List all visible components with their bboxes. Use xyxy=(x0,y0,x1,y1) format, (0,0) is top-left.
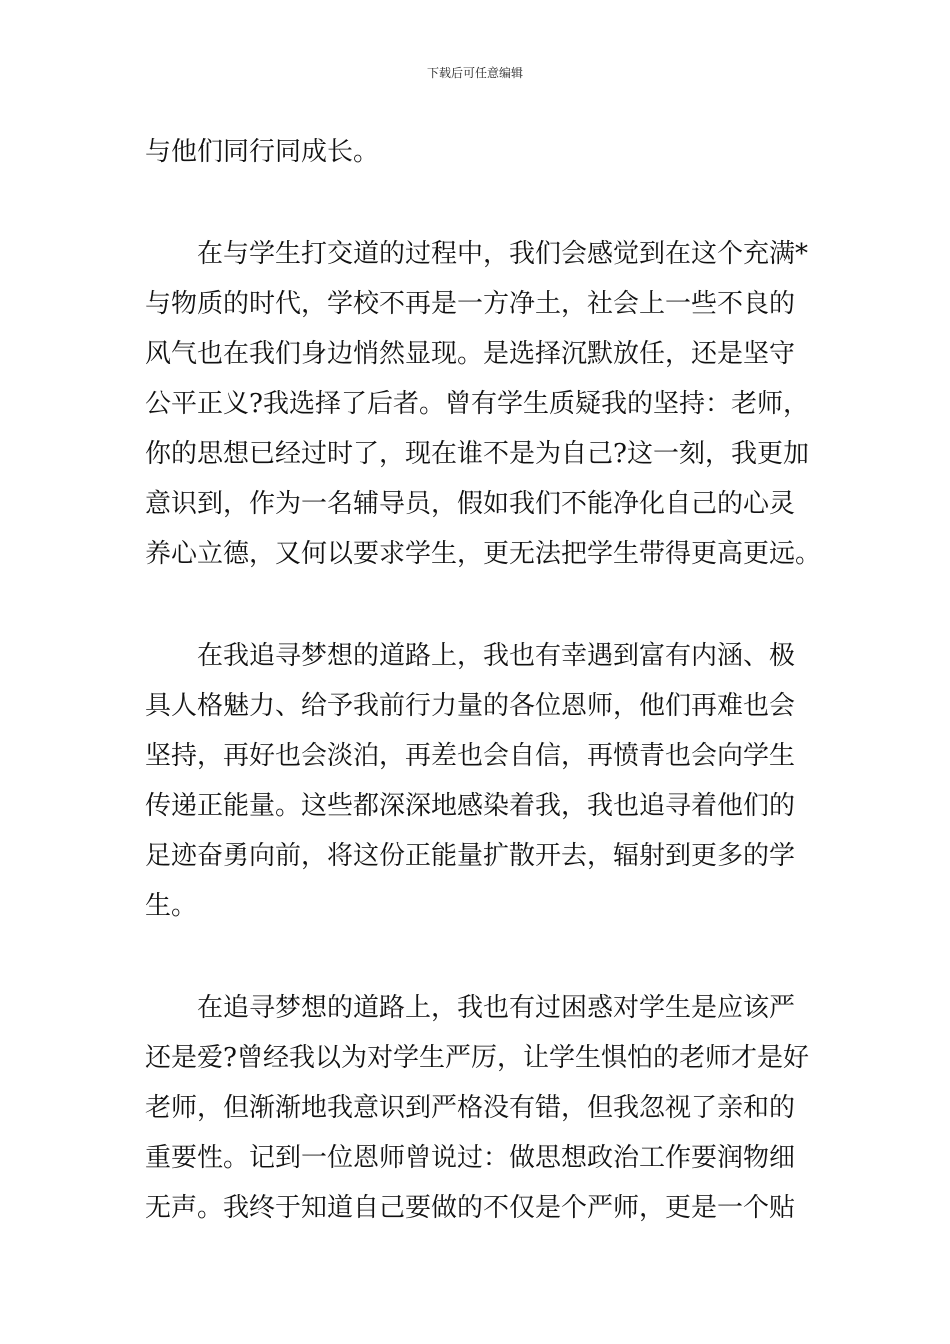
paragraph-gap xyxy=(145,177,810,229)
paragraph xyxy=(145,127,810,177)
page-header: 下载后可任意编辑 xyxy=(426,66,523,80)
text-line: 意识到，作为一名辅导员，假如我们不能净化自己的心灵 xyxy=(145,489,796,519)
paragraph xyxy=(145,631,810,931)
text-line: 与他们同行同成长。 xyxy=(145,137,380,167)
document-body xyxy=(145,127,822,1233)
text-line: 在我追寻梦想的道路上，我也有幸遇到富有内涵、极 xyxy=(197,641,796,671)
text-line: 公平正义?我选择了后者。曾有学生质疑我的坚持：老师， xyxy=(145,389,809,419)
text-line: 足迹奋勇向前，将这份正能量扩散开去，辐射到更多的学 xyxy=(145,841,796,871)
text-line: 你的思想已经过时了，现在谁不是为自己?这一刻，我更加 xyxy=(145,439,809,469)
text-line: 无声。我终于知道自己要做的不仅是个严师，更是一个贴 xyxy=(145,1193,796,1223)
text-line: 传递正能量。这些都深深地感染着我，我也追寻着他们的 xyxy=(145,791,796,821)
text-line: 还是爱?曾经我以为对学生严厉，让学生惧怕的老师才是好 xyxy=(145,1043,809,1073)
paragraph-gap xyxy=(145,931,810,983)
text-line: 生。 xyxy=(145,891,198,921)
text-line: 风气也在我们身边悄然显现。是选择沉默放任，还是坚守 xyxy=(145,339,796,369)
text-line: 重要性。记到一位恩师曾说过：做思想政治工作要润物细 xyxy=(145,1143,796,1173)
text-line: 老师，但渐渐地我意识到严格没有错，但我忽视了亲和的 xyxy=(145,1093,796,1123)
paragraph xyxy=(145,983,810,1233)
text-line: 在与学生打交道的过程中，我们会感觉到在这个充满* xyxy=(197,239,809,269)
text-line: 养心立德，又何以要求学生，更无法把学生带得更高更远。 xyxy=(145,539,822,569)
text-line: 在追寻梦想的道路上，我也有过困惑对学生是应该严 xyxy=(197,993,796,1023)
text-line: 坚持，再好也会淡泊，再差也会自信，再愤青也会向学生 xyxy=(145,741,796,771)
paragraph-gap xyxy=(145,579,810,631)
text-line: 与物质的时代，学校不再是一方净土，社会上一些不良的 xyxy=(145,289,796,319)
paragraph xyxy=(145,229,822,579)
text-line: 具人格魅力、给予我前行力量的各位恩师，他们再难也会 xyxy=(145,691,796,721)
